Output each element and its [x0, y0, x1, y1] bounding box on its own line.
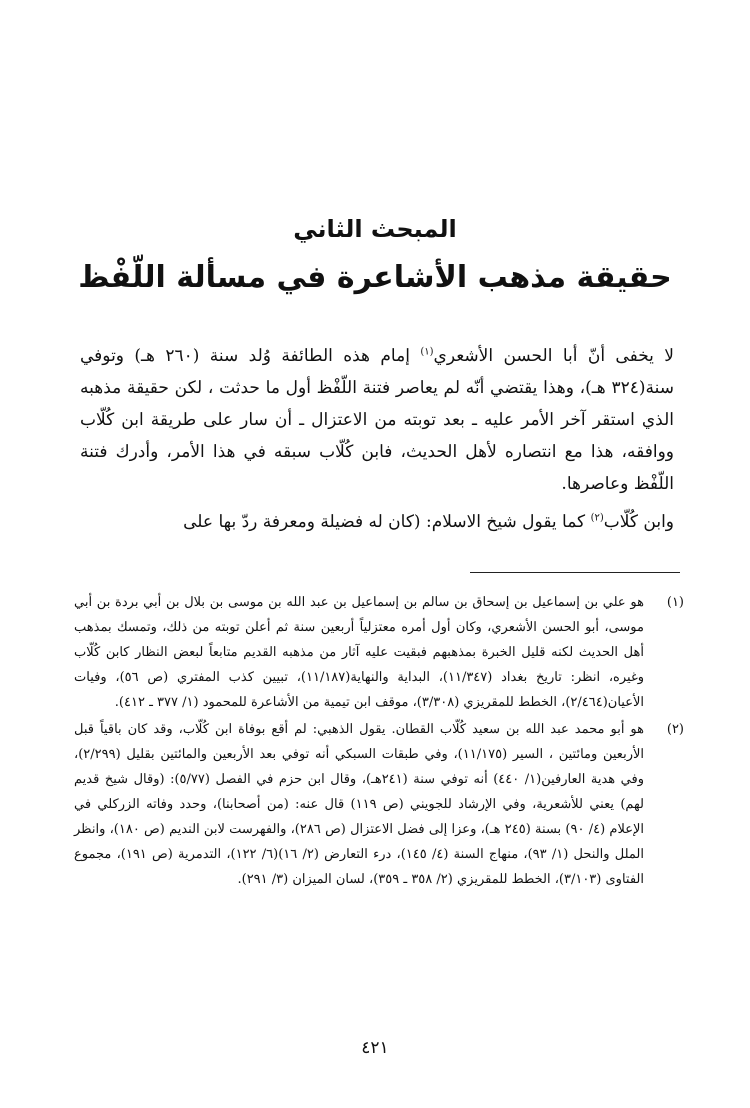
footnote-number: (١): [666, 595, 684, 610]
footnote-1: [74, 590, 684, 715]
body-paragraph-1: [80, 340, 674, 500]
body-paragraph-2: [80, 506, 674, 538]
body-paragraph-1-start: لا يخفى أنّ أبا الحسن الأشعري: [433, 346, 674, 366]
section-title: حقيقة مذهب الأشاعرة في مسألة اللّفْظ: [78, 260, 672, 295]
footnotes: [74, 590, 684, 892]
page-number: ٤٢١: [361, 1038, 389, 1058]
body-paragraph-1-end: إمام هذه الطائفة وُلد سنة (٢٦٠ هـ) وتوفي سنة(٣٢٤ هـ)، وهذا يقتضي أنّه لم يعاصر فتنة اللّفْظ أول ما حدثت ، لكن حقيقة مذهبه الذي استقر آخر الأمر عليه ـ بعد توبته من الاعتزال ـ أن سار على طريقة ابن كُلّاب ووافقه، هذا مع انتصاره لأهل الحديث، فابن كُلّاب سبقه في هذا الأمر، وأدرك فتنة اللّفْظ وعاصرها.: [80, 346, 674, 494]
section-label: المبحث الثاني: [293, 215, 457, 243]
footnote-ref-2[interactable]: (٢): [590, 512, 604, 524]
footnote-ref-1[interactable]: (١): [420, 346, 434, 358]
footnote-text: هو أبو محمد عبد الله بن سعيد كُلّاب القطان. يقول الذهبي: لم أقع بوفاة ابن كُلّاب، وقد كان باقياً قبل الأربعين ومائتين ، السير (١١/١٧٥)، وفي طبقات السبكي أنه توفي بعد الأربعين والمائتين بقليل (٢/٢٩٩)، وفي هدية العارفين(١/ ٤٤٠) أنه توفي سنة (٢٤١هـ)، وقال ابن حزم في الفصل (٥/٧٧): (وقال شيخ قديم لهم) يعني للأشعرية، وفي الإرشاد للجويني (ص ١١٩) قال عنه: (من أصحابنا)، وحدد وفاته الزركلي في الإعلام (٤/ ٩٠) بسنة (٢٤٥ هـ)، وعزا إلى فضل الاعتزال (ص ٢٨٦)، والفهرست لابن النديم (ص ١٨٠)، وانظر الملل والنحل (١/ ٩٣)، منهاج السنة (٤/ ١٤٥)، درء التعارض (٢/ ١٦)(٦/ ١٢٢)، التدمرية (ص ١٩١)، مجموع الفتاوى (٣/١٠٣)، الخطط للمقريزي (٢/ ٣٥٨ ـ ٣٥٩)، لسان الميزان (٣/ ٢٩١).: [74, 722, 645, 887]
footnote-2: [74, 717, 684, 892]
footnote-separator: [470, 572, 680, 573]
body-paragraph-2-end: كما يقول شيخ الاسلام: (كان له فضيلة ومعرفة ردّ بها على: [183, 512, 591, 532]
footnote-number: (٢): [666, 722, 684, 737]
body-text: [80, 340, 674, 538]
footnote-text: هو علي بن إسماعيل بن إسحاق بن سالم بن إسماعيل بن عبد الله بن موسى بن بلال بن أبي بردة بن أبي موسى، أبو الحسن الأشعري، وكان أول أمره معتزلياً أربعين سنة ثم أعلن توبته من ذلك، وتمسك بمذهب أهل الحديث لكنه قليل الخبرة بمذهبهم فبقيت عليه آثار من مذهبه القديم متابعاً لبعض النظار كابن كُلّاب وغيره، انظر: تاريخ بغداد (١١/٣٤٧)، البداية والنهاية(١١/١٨٧)، تبيين كذب المفتري (ص ٥٦)، وفيات الأعيان(٢/٤٦٤)، الخطط للمقريزي (٣/٣٠٨)، موقف ابن تيمية من الأشاعرة للمحمود (١/ ٣٧٧ ـ ٤١٢).: [74, 595, 645, 710]
body-paragraph-2-start: وابن كُلّاب: [603, 512, 674, 532]
